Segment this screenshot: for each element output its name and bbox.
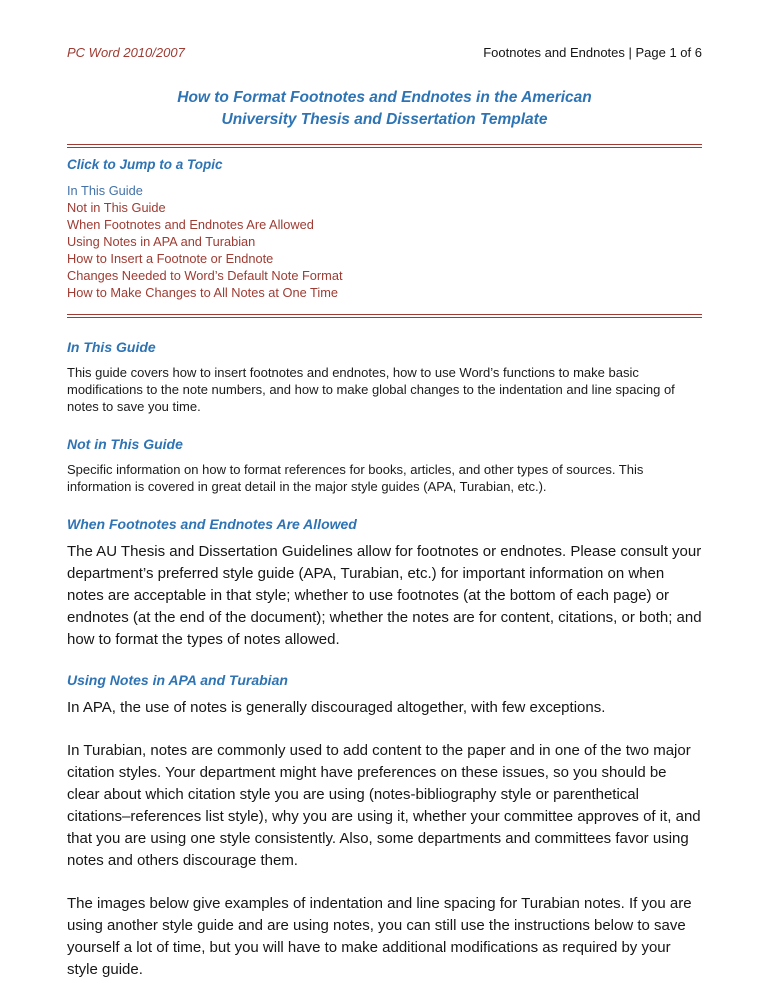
paragraph-in-this-guide: This guide covers how to insert footnotes and endnotes, how to use Word’s functions to make basic modifications to the note numbers, and how to make global changes to the indentation and line spacing of notes to save you time.: [67, 365, 675, 414]
section-in-this-guide: [67, 339, 702, 415]
section-heading-not-in-this-guide: Not in This Guide: [67, 436, 183, 452]
section-heading-using-notes-apa-turabian: Using Notes in APA and Turabian: [67, 672, 288, 688]
toc-link-changes-all-notes[interactable]: How to Make Changes to All Notes at One Time: [67, 285, 338, 300]
page-title: [67, 87, 702, 131]
paragraph-when-footnotes-allowed: The AU Thesis and Dissertation Guidelines allow for footnotes or endnotes. Please consult your department’s preferred style guide (APA, Turabian, etc.) for important information on when notes are acceptable in that style; whether to use footnotes (at the bottom of each page) or endnotes (at the end of the document); whether the notes are for content, citations, or both; and how to format the types of notes allowed.: [67, 543, 702, 648]
toc-link-not-in-this-guide[interactable]: Not in This Guide: [67, 200, 166, 215]
page-title-line-1: How to Format Footnotes and Endnotes in the American: [177, 89, 592, 106]
paragraph-turabian-notes: In Turabian, notes are commonly used to add content to the paper and in one of the two major citation styles. Your department might have preferences on these issues, so you should be clear about which citation style you are using (notes-bibliography style or parenthetical citations–references list style), why you are using it, whether your committee approves of it, and that you are using one style consistently. Also, some departments and committees favor using notes and others discourage them.: [67, 742, 701, 869]
header-left-text: PC Word 2010/2007: [67, 45, 185, 60]
toc-link-when-footnotes-allowed[interactable]: When Footnotes and Endnotes Are Allowed: [67, 217, 314, 232]
page-header: [67, 45, 702, 60]
toc-link-insert-footnote-endnote[interactable]: How to Insert a Footnote or Endnote: [67, 251, 274, 266]
section-heading-in-this-guide: In This Guide: [67, 339, 156, 355]
section-using-notes-apa-turabian: [67, 672, 702, 981]
divider-middle: [67, 314, 702, 318]
page-title-line-2: University Thesis and Dissertation Template: [221, 111, 548, 128]
section-not-in-this-guide: [67, 436, 702, 495]
toc-link-in-this-guide[interactable]: In This Guide: [67, 183, 143, 198]
section-when-footnotes-allowed: [67, 516, 702, 651]
toc-list: [67, 182, 702, 301]
toc-link-default-note-format[interactable]: Changes Needed to Word’s Default Note Format: [67, 268, 343, 283]
toc-link-using-notes-apa-turabian[interactable]: Using Notes in APA and Turabian: [67, 234, 256, 249]
paragraph-apa-notes: In APA, the use of notes is generally discouraged altogether, with few exceptions.: [67, 699, 606, 716]
divider-top: [67, 144, 702, 148]
toc-heading: Click to Jump to a Topic: [67, 157, 223, 172]
section-heading-when-footnotes-allowed: When Footnotes and Endnotes Are Allowed: [67, 516, 357, 532]
paragraph-not-in-this-guide: Specific information on how to format references for books, articles, and other types of sources. This information is covered in great detail in the major style guides (APA, Turabian, etc.).: [67, 462, 644, 494]
header-right-text: Footnotes and Endnotes | Page 1 of 6: [483, 45, 702, 60]
paragraph-images-below: The images below give examples of indentation and line spacing for Turabian notes. If you are using another style guide and are using notes, you can still use the instructions below to save yourself a lot of time, but you will have to make additional modifications as required by your style guide.: [67, 895, 692, 978]
